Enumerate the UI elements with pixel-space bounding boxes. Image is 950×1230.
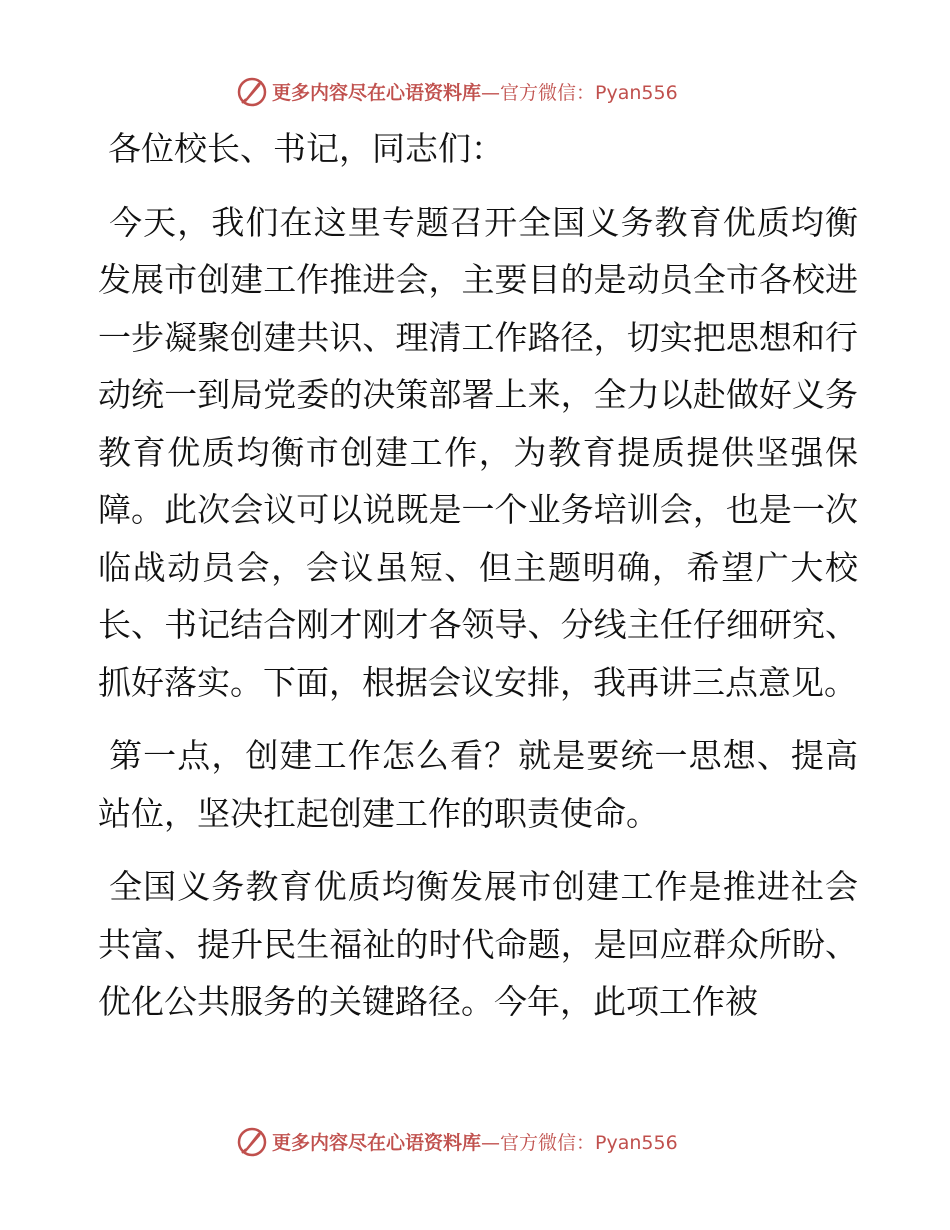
paragraph-text: 第一点，创建工作怎么看？就是要统一思想、提高站位，坚决扛起创建工作的职责使命。 xyxy=(98,736,858,833)
paragraph-text: 全国义务教育优质均衡发展市创建工作是推进社会共富、提升民生福祉的时代命题，是回应群众所盼、优化公共服务的关键路径。今年，此项工作被 xyxy=(98,867,858,1021)
salutation-paragraph xyxy=(98,120,858,178)
document-body xyxy=(98,120,858,1031)
paragraph-text: 各位校长、书记，同志们： xyxy=(108,129,504,168)
point-one-heading xyxy=(98,727,858,842)
watermark-text xyxy=(272,1128,678,1155)
watermark-text xyxy=(272,78,678,105)
watermark-brand: 更多内容尽在心语资料库 xyxy=(272,81,482,104)
header-watermark xyxy=(236,74,678,108)
paragraph-text: 今天，我们在这里专题召开全国义务教育优质均衡发展市创建工作推进会，主要目的是动员全市各校进一步凝聚创建共识、理清工作路径，切实把思想和行动统一到局党委的决策部署上来，全力以赴做好义务教育优质均衡市创建工作，为教育提质提供坚强保障。此次会议可以说既是一个业务培训会，也是一次临战动员会，会议虽短、但主题明确，希望广大校长、书记结合刚才刚才各领导、分线主任仔细研究、抓好落实。下面，根据会议安排，我再讲三点意见。 xyxy=(98,202,858,702)
watermark-separator: — xyxy=(481,1131,501,1154)
quill-pen-logo-icon xyxy=(236,75,268,107)
watermark-brand: 更多内容尽在心语资料库 xyxy=(272,1131,482,1154)
point-one-body xyxy=(98,858,858,1031)
watermark-contact: 官方微信：Pyan556 xyxy=(500,81,678,104)
footer-watermark xyxy=(236,1124,678,1158)
quill-pen-logo-icon xyxy=(236,1125,268,1157)
watermark-contact: 官方微信：Pyan556 xyxy=(500,1131,678,1154)
opening-paragraph xyxy=(98,194,858,712)
watermark-separator: — xyxy=(481,81,501,104)
